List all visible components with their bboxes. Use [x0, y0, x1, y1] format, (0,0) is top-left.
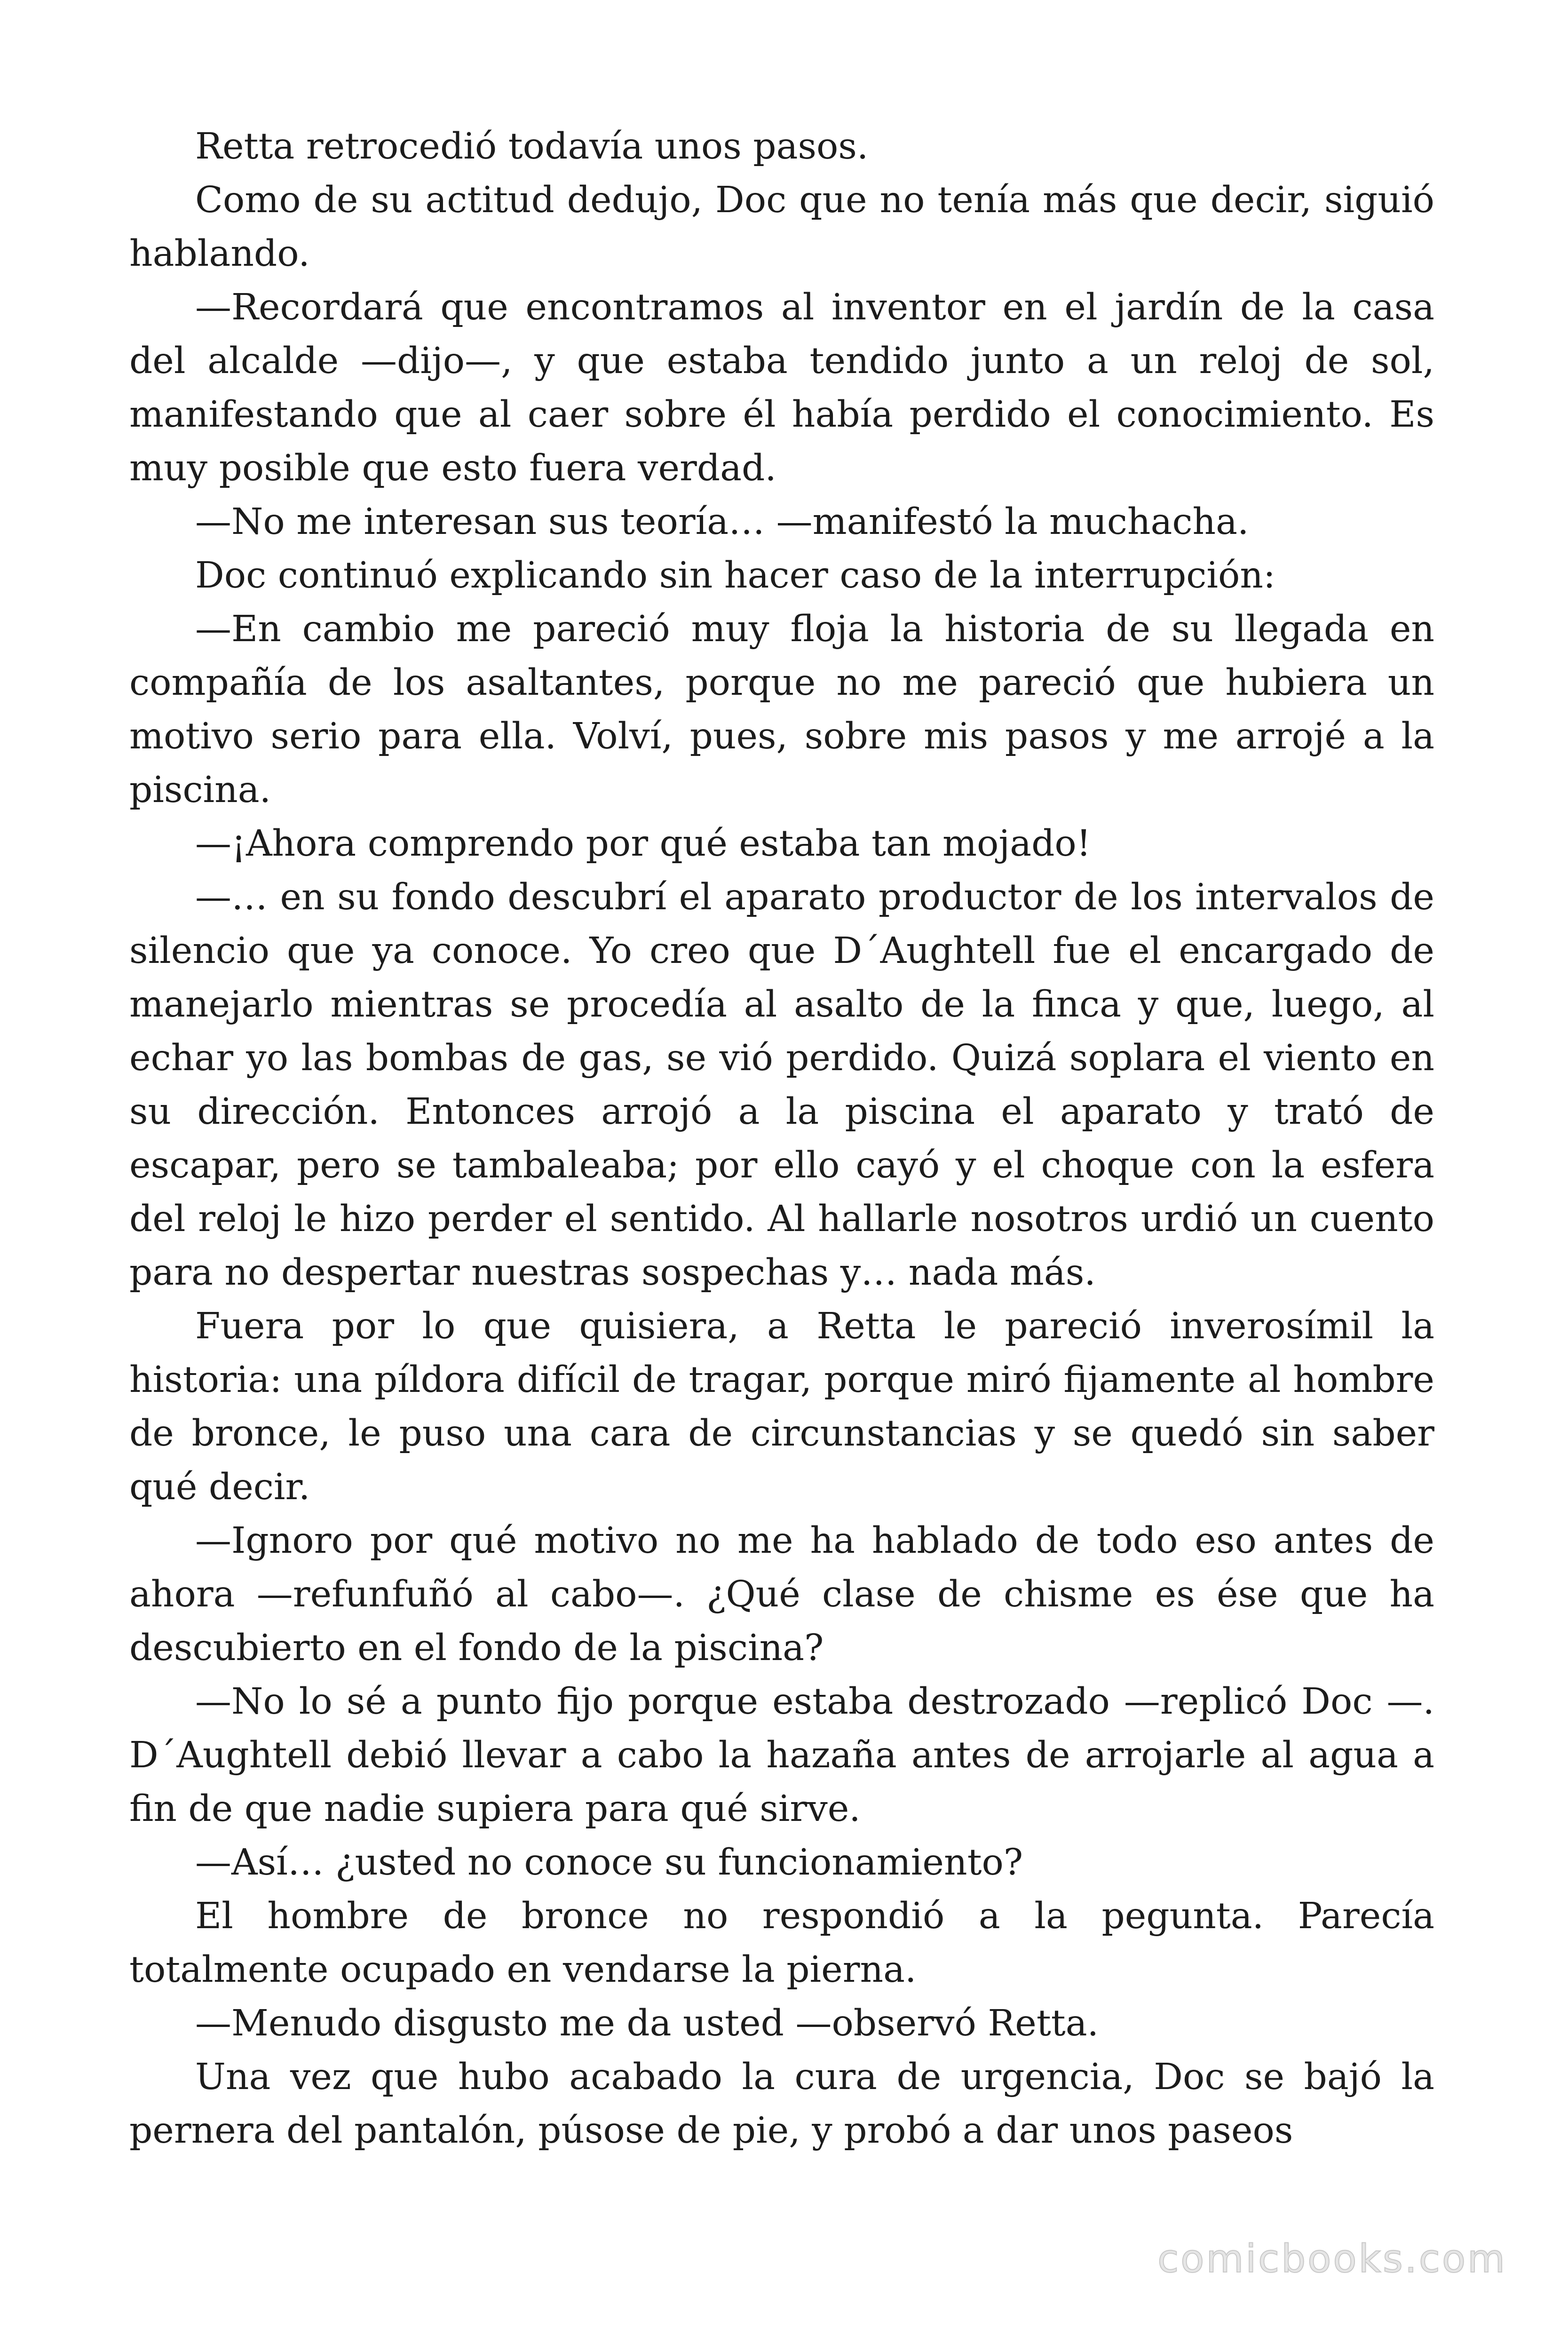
watermark: comicbooks.com — [1157, 2237, 1507, 2281]
paragraph: —Ignoro por qué motivo no me ha hablado de todo eso antes de ahora —refunfuñó al cabo—. ¿Qué clase de chisme es ése que ha descubierto en el fondo de la piscina? — [129, 1520, 1434, 1669]
paragraph: El hombre de bronce no respondió a la pegunta. Parecía totalmente ocupado en vendarse la pierna. — [129, 1895, 1434, 1991]
paragraph: Retta retrocedió todavía unos pasos. — [195, 126, 869, 167]
paragraph: Doc continuó explicando sin hacer caso de la interrupción: — [195, 555, 1275, 596]
paragraph: Fuera por lo que quisiera, a Retta le pareció inverosímil la historia: una píldora difícil de tragar, porque miró fijamente al hombre de bronce, le puso una cara de circunstancias y se quedó sin saber qué decir. — [129, 1305, 1434, 1508]
paragraph: —No me interesan sus teoría… —manifestó la muchacha. — [195, 501, 1249, 543]
paragraph: —… en su fondo descubrí el aparato productor de los intervalos de silencio que ya conoce. Yo creo que D´Aughtell fue el encargado de manejarlo mientras se procedía al asalto de la finca y que, luego, al echar yo las bombas de gas, se vió perdido. Quizá soplara el viento en su dirección. Entonces arrojó a la piscina el aparato y trató de escapar, pero se tambaleaba; por ello cayó y el choque con la esfera del reloj le hizo perder el sentido. Al hallarle nosotros urdió un cuento para no despertar nuestras sospechas y… nada más. — [129, 876, 1434, 1294]
paragraph: —Menudo disgusto me da usted —observó Retta. — [195, 2002, 1099, 2044]
paragraph: Como de su actitud dedujo, Doc que no tenía más que decir, siguió hablando. — [129, 179, 1434, 275]
paragraph: —No lo sé a punto fijo porque estaba destrozado —replicó Doc —. D´Aughtell debió llevar a cabo la hazaña antes de arrojarle al agua a fin de que nadie supiera para qué sirve. — [129, 1681, 1434, 1830]
body-text — [129, 120, 1434, 2158]
paragraph: —Así… ¿usted no conoce su funcionamiento? — [195, 1842, 1023, 1883]
paragraph: —En cambio me pareció muy floja la historia de su llegada en compañía de los asaltantes, porque no me pareció que hubiera un motivo serio para ella. Volví, pues, sobre mis pasos y me arrojé a la piscina. — [129, 608, 1434, 811]
paragraph: Una vez que hubo acabado la cura de urgencia, Doc se bajó la pernera del pantalón, púsose de pie, y probó a dar unos paseos — [129, 2056, 1434, 2152]
paragraph: —¡Ahora comprendo por qué estaba tan mojado! — [195, 823, 1091, 865]
paragraph: —Recordará que encontramos al inventor en el jardín de la casa del alcalde —dijo—, y que estaba tendido junto a un reloj de sol, manifestando que al caer sobre él había perdido el conocimiento. Es muy posible que esto fuera verdad. — [129, 286, 1434, 489]
